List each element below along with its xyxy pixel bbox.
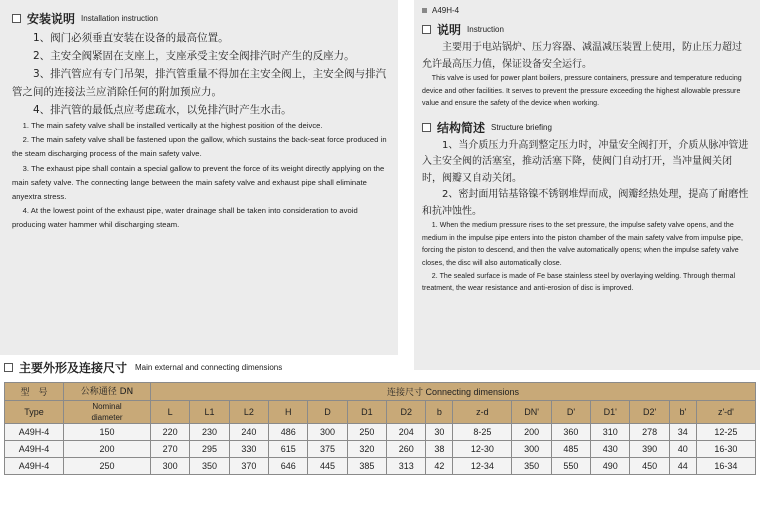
header-model-en: Type [5,401,64,424]
install-zh-2: 2、主安全阀紧固在支座上，支座承受主安全阀排汽时产生的反座力。 [33,50,355,62]
dimension-cell: 485 [551,441,590,458]
structure-title-zh: 结构简述 [437,120,486,135]
dimension-cell: 445 [308,458,347,475]
column-header: z'-d' [696,401,755,424]
model-cell: A49H-4 [5,441,64,458]
dimension-cell: 615 [269,441,308,458]
table-row [5,441,756,458]
dimension-cell: 8-25 [453,424,512,441]
dimensions-section [0,358,760,508]
column-header: L [151,401,190,424]
dimension-cell: 490 [591,458,630,475]
dimensions-title-en: Main external and connecting dimensions [135,362,283,372]
installation-title-en: Installation instruction [81,14,158,23]
dimensions-title-zh: 主要外形及连接尺寸 [19,360,128,375]
square-bullet-icon [422,8,427,13]
dimensions-table [4,382,756,475]
installation-heading [12,10,388,27]
dimension-cell: 40 [669,441,696,458]
structure-title-en: Structure briefing [491,122,552,132]
dimension-cell: 550 [551,458,590,475]
dimensions-heading [4,358,760,376]
square-bullet-icon [422,25,431,34]
dimension-cell: 278 [630,424,669,441]
dimension-cell: 44 [669,458,696,475]
header-connecting [151,383,756,401]
dimension-cell: 270 [151,441,190,458]
column-header: DN' [512,401,551,424]
dn-cell: 200 [64,441,151,458]
column-header: L2 [229,401,268,424]
description-en: This valve is used for power plant boilers, pressure containers, pressure and temperature reducing device and other facilities. It serves to prevent the pressure exceeding the highest allowable pressure value and ensure the safety of the device when working. [422,75,742,108]
dimension-cell: 240 [229,424,268,441]
install-zh-3: 3、排汽管应有专门吊架，排汽管重量不得加在主安全阀上，主安全阀与排汽管之间的连接法兰应消除任何的附加预应力。 [12,68,387,98]
dimension-cell: 450 [630,458,669,475]
dimension-cell: 38 [426,441,453,458]
description-panel [414,0,760,370]
column-header: b [426,401,453,424]
dimension-cell: 330 [229,441,268,458]
header-dn-en-2: diameter [91,413,123,422]
structure-en-1: 1. When the medium pressure rises to the set pressure, the impulse safety valve opens, and the medium in the impulse pipe enters into the piston chamber of the main safety valve from impulse pipe, forcing the piston to descend, and then the valve automatically opens; when the impulse safety valve closes, the disc will also automatically close. [422,222,743,268]
dimension-cell: 295 [190,441,229,458]
dimension-cell: 375 [308,441,347,458]
table-row [5,458,756,475]
dimension-cell: 200 [512,424,551,441]
column-header: L1 [190,401,229,424]
header-conn-en: Connecting dimensions [425,387,520,397]
column-header: D [308,401,347,424]
column-header: D1 [347,401,386,424]
dimension-cell: 370 [229,458,268,475]
square-bullet-icon [422,123,431,132]
header-dn-en [64,401,151,424]
header-dn-en-1: Nominal [92,402,122,411]
install-en-4: 4. At the lowest point of the exhaust pipe, water drainage shall be taken into consideration to avoid producing water hammer whil discharging steam. [12,206,358,230]
model-cell: A49H-4 [5,458,64,475]
square-bullet-icon [4,363,13,372]
dimension-cell: 486 [269,424,308,441]
description-zh: 主要用于电站锅炉、压力容器、减温减压装置上使用，防止压力超过允许最高压力值，保证设备安全运行。 [422,42,742,70]
dimension-cell: 310 [591,424,630,441]
dimension-cell: 16-34 [696,458,755,475]
dimension-cell: 350 [512,458,551,475]
dimension-cell: 34 [669,424,696,441]
column-header: D2 [387,401,426,424]
dimension-cell: 313 [387,458,426,475]
description-title-en: Instruction [467,25,504,34]
install-zh-4: 4、排汽管的最低点应考虑疏水，以免排汽时产生水击。 [33,104,292,116]
dimension-cell: 390 [630,441,669,458]
square-bullet-icon [12,14,21,23]
table-body [5,424,756,475]
dimension-cell: 300 [308,424,347,441]
structure-en-2: 2. The sealed surface is made of Fe base stainless steel by overlaying welding. Through thermal treatment, the wear resistance and anti-erosion of disc is improved. [422,272,736,293]
table-row [5,424,756,441]
dimension-cell: 12-34 [453,458,512,475]
dimension-cell: 260 [387,441,426,458]
dimension-cell: 385 [347,458,386,475]
structure-heading [422,119,750,136]
model-cell: A49H-4 [5,424,64,441]
installation-title-zh: 安装说明 [27,12,76,26]
dimension-cell: 646 [269,458,308,475]
dimension-cell: 300 [512,441,551,458]
column-header: D2' [630,401,669,424]
dimension-cell: 320 [347,441,386,458]
structure-zh-2: 2、密封面用钴基铬镍不锈钢堆焊而成，阀瓣经热处理，提高了耐磨性和抗冲蚀性。 [422,189,749,217]
description-heading [422,21,750,38]
column-header: D' [551,401,590,424]
header-conn-zh: 连接尺寸 [386,388,423,398]
dimension-cell: 16-30 [696,441,755,458]
column-header: b' [669,401,696,424]
dimension-cell: 350 [190,458,229,475]
dimension-cell: 12-25 [696,424,755,441]
dimension-cell: 430 [591,441,630,458]
description-title-zh: 说明 [437,23,462,37]
install-en-2: 2. The main safety valve shall be fastened upon the gallow, which sustains the back-seat force produced in the steam discharging process of the main safety valve. [12,135,387,159]
model-tag-label: A49H-4 [432,6,460,15]
dimension-cell: 360 [551,424,590,441]
dimension-cell: 250 [347,424,386,441]
dimension-cell: 220 [151,424,190,441]
header-dn-zh: 公称通径 DN [64,383,151,401]
install-en-3: 3. The exhaust pipe shall contain a special gallow to prevent the force of its weight directly applying on the main safety valve. The connecting lange between the main safety valve and exhaust pipe shall eliminate anyextra stress. [12,163,385,202]
column-header: H [269,401,308,424]
structure-zh-1: 1、当介质压力升高到整定压力时，冲量安全阀打开，介质从脉冲管进入主安全阀的活塞室，推动活塞下降，使阀门自动打开，当冲量阀关闭时，阀瓣又自动关闭。 [422,139,749,184]
column-header: z-d [453,401,512,424]
dimension-cell: 30 [426,424,453,441]
dimension-cell: 300 [151,458,190,475]
dn-cell: 150 [64,424,151,441]
header-model-zh: 型 号 [5,383,64,401]
dimension-cell: 12-30 [453,441,512,458]
install-en-1: 1. The main safety valve shall be installed vertically at the highest position of the deivce. [22,121,323,130]
dimension-cell: 204 [387,424,426,441]
installation-panel [0,0,398,355]
dn-cell: 250 [64,458,151,475]
dimension-cell: 42 [426,458,453,475]
column-header: D1' [591,401,630,424]
install-zh-1: 1、阀门必须垂直安装在设备的最高位置。 [33,32,229,44]
model-tag [422,6,750,15]
dimension-cell: 230 [190,424,229,441]
